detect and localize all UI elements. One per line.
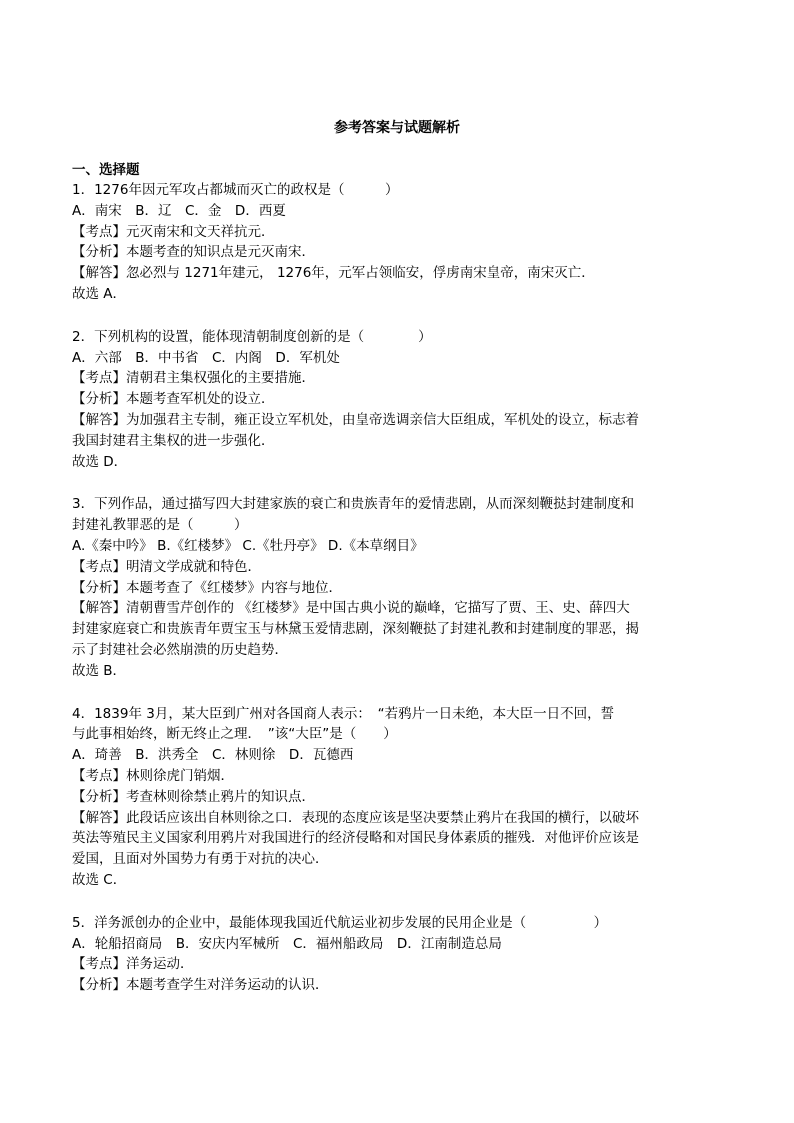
solution-tag: 【解答】	[72, 809, 126, 826]
question-block	[72, 494, 722, 681]
solution-tag: 【解答】	[72, 600, 126, 617]
answer-choice: 故选 B．	[72, 662, 127, 679]
solution-text: 清朝曹雪芹创作的 《红楼梦》是中国古典小说的巅峰，它描写了贾、王、史、薛四大	[126, 600, 630, 617]
knowledge-point-tag: 【考点】	[72, 558, 126, 575]
knowledge-point-text: 元灭南宋和文天祥抗元．	[126, 223, 275, 240]
question-options: A.《秦中吟》 B.《红楼梦》 C.《牡丹亭》 D.《本草纲目》	[72, 537, 424, 554]
knowledge-point	[72, 368, 722, 389]
solution-continued: 封建家庭衰亡和贵族青年贾宝玉与林黛玉爱情悲剧，深刻鞭挞了封建礼教和封建制度的罪恶，揭	[72, 621, 639, 638]
question-block	[72, 327, 722, 473]
knowledge-point	[72, 766, 722, 787]
question-options: A．琦善 B．洪秀全 C．林则徐 D．瓦德西	[72, 747, 354, 764]
solution-continued: 英法等殖民主义国家利用鸦片对我国进行的经济侵略和对国民身体素质的摧残．对他评价应该是	[72, 830, 639, 847]
solution-continued: 我国封建君主集权的进一步强化．	[72, 432, 275, 449]
analysis-text: 考查林则徐禁止鸦片的知识点．	[126, 788, 315, 805]
question-list	[72, 180, 722, 996]
solution-text: 忽必烈与 1271年建元， 1276年，元军占领临安，俘虏南宋皇帝，南宋灭亡．	[126, 265, 595, 282]
answer-choice: 故选 C．	[72, 871, 127, 888]
knowledge-point-text: 明清文学成就和特色．	[126, 558, 261, 575]
solution	[72, 410, 722, 431]
knowledge-point	[72, 222, 722, 243]
solution	[72, 808, 722, 829]
knowledge-point	[72, 954, 722, 975]
solution-text: 为加强君主专制，雍正设立军机处，由皇帝选调亲信大臣组成，军机处的设立，标志着	[126, 411, 639, 428]
question-stem: 与此事相始终，断无终止之理． ”该“大臣”是（ ）	[72, 726, 397, 743]
analysis-text: 本题考查了《红楼梦》内容与地位．	[126, 579, 342, 596]
question-options: A．六部 B．中书省 C．内阁 D．军机处	[72, 349, 340, 366]
knowledge-point-tag: 【考点】	[72, 956, 126, 973]
question-block	[72, 913, 722, 996]
analysis-tag: 【分析】	[72, 579, 126, 596]
analysis-tag: 【分析】	[72, 244, 126, 261]
question-options: A．轮船招商局 B．安庆内军械所 C．福州船政局 D．江南制造总局	[72, 935, 502, 952]
question-stem: 3．下列作品，通过描写四大封建家族的衰亡和贵族青年的爱情悲剧，从而深刻鞭挞封建制度和	[72, 496, 635, 513]
analysis-text: 本题考查学生对洋务运动的认识．	[126, 977, 329, 994]
knowledge-point-tag: 【考点】	[72, 223, 126, 240]
solution-tag: 【解答】	[72, 411, 126, 428]
page-title: 参考答案与试题解析	[334, 120, 460, 136]
answer-choice: 故选 D．	[72, 453, 128, 470]
analysis-tag: 【分析】	[72, 391, 126, 408]
knowledge-point-tag: 【考点】	[72, 767, 126, 784]
question-stem: 1．1276年因元军攻占都城而灭亡的政权是（ ）	[72, 182, 399, 198]
solution	[72, 598, 722, 619]
question-stem: 5．洋务派创办的企业中，最能体现我国近代航运业初步发展的民用企业是（ ）	[72, 914, 608, 931]
analysis-tag: 【分析】	[72, 788, 126, 805]
section-heading: 一、选择题	[72, 162, 140, 178]
answer-choice: 故选 A．	[72, 285, 127, 302]
knowledge-point	[72, 557, 722, 578]
knowledge-point-text: 清朝君主集权强化的主要措施．	[126, 370, 315, 387]
analysis	[72, 578, 722, 599]
solution-continued: 示了封建社会必然崩溃的历史趋势．	[72, 641, 288, 658]
question-block	[72, 704, 722, 891]
knowledge-point-text: 林则徐虎门销烟．	[126, 767, 234, 784]
analysis-text: 本题考查的知识点是元灭南宋．	[126, 244, 315, 261]
analysis	[72, 242, 722, 263]
question-options: A．南宋 B．辽 C．金 D．西夏	[72, 202, 286, 219]
question-stem: 2．下列机构的设置，能体现清朝制度创新的是（ ）	[72, 328, 432, 345]
question-stem: 封建礼教罪恶的是（ ）	[72, 517, 248, 534]
analysis	[72, 389, 722, 410]
analysis	[72, 787, 722, 808]
knowledge-point-text: 洋务运动．	[126, 956, 194, 973]
question-stem: 4．1839年 3月，某大臣到广州对各国商人表示： “若鸦片一日未绝，本大臣一日不回，誓	[72, 705, 615, 722]
analysis-tag: 【分析】	[72, 977, 126, 994]
solution-text: 此段话应该出自林则徐之口．表现的态度应该是坚决要禁止鸦片在我国的横行，以破坏	[126, 809, 639, 826]
solution	[72, 263, 722, 284]
document-page	[72, 118, 722, 996]
solution-continued: 爱国，且面对外国势力有勇于对抗的决心．	[72, 851, 329, 868]
analysis	[72, 975, 722, 996]
question-block	[72, 180, 722, 305]
solution-tag: 【解答】	[72, 265, 126, 282]
analysis-text: 本题考查军机处的设立．	[126, 391, 275, 408]
knowledge-point-tag: 【考点】	[72, 370, 126, 387]
